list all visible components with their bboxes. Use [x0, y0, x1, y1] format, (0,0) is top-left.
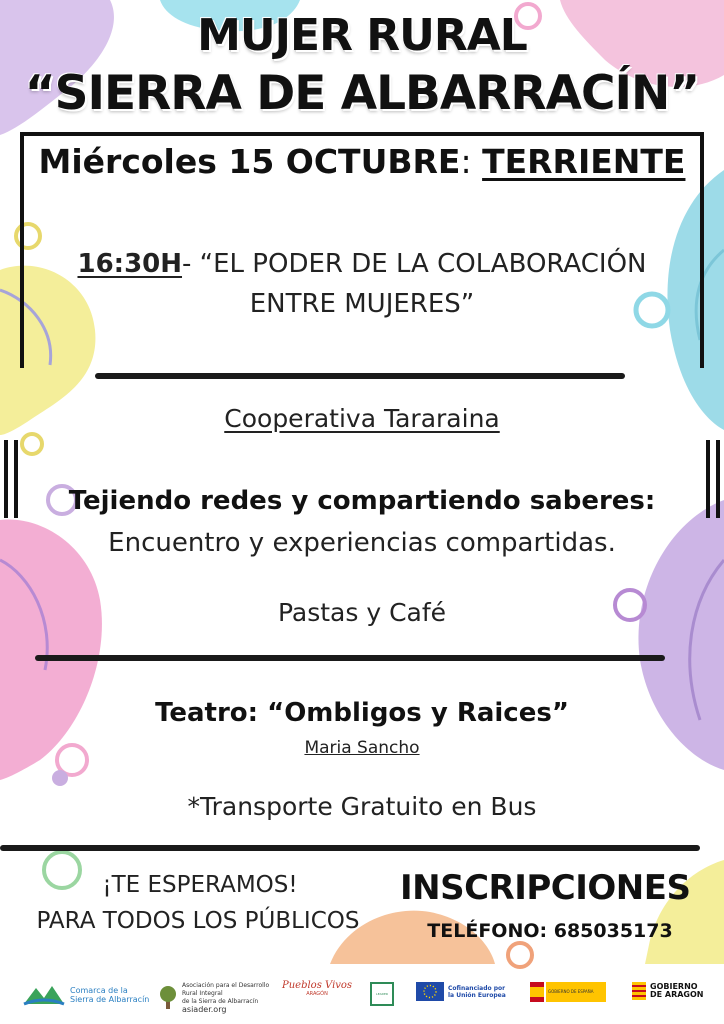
logo-asiader-line3: de la Sierra de Albarracín — [182, 998, 259, 1005]
mountain-icon — [22, 982, 66, 1008]
logo-leader-text: LEADER — [376, 992, 388, 996]
cooperative-name: Cooperativa Tararaina — [224, 404, 500, 433]
leader-badge-icon — [370, 982, 394, 1006]
frame-top-line — [20, 132, 704, 136]
logo-comarca-line2: Sierra de Albarracín — [70, 995, 150, 1004]
divider-1 — [95, 373, 625, 379]
event-date-line — [20, 142, 704, 181]
event-separator: : — [460, 142, 483, 181]
title-line-1: MUJER RURAL — [197, 10, 527, 61]
talk-title-line-2: ENTRE MUJERES” — [249, 289, 475, 319]
logo-aragon — [632, 982, 704, 1000]
logo-pueblos-vivos — [282, 982, 352, 998]
logo-asiader-line2: Rural Integral — [182, 990, 223, 997]
talk-title-line-1: - “EL PODER DE LA COLABORACIÓN — [182, 249, 647, 279]
logo-eu — [416, 982, 506, 1001]
logo-ministerio — [530, 982, 606, 1002]
transport-note: *Transporte Gratuito en Bus — [187, 792, 537, 821]
registration-title: INSCRIPCIONES — [400, 868, 691, 908]
logo-aragon-line1: GOBIERNO — [650, 982, 698, 991]
audience-text: PARA TODOS LOS PÚBLICOS — [36, 908, 360, 934]
divider-2 — [35, 655, 665, 661]
divider-3 — [0, 845, 700, 851]
sponsor-footer — [0, 964, 724, 1024]
theatre-title: Teatro: “Ombligos y Raices” — [155, 698, 569, 728]
activity-subtitle: Encuentro y experiencias compartidas. — [108, 528, 616, 558]
logo-pueblos-vivos-line2: ARAGÓN — [306, 991, 328, 997]
title-line-2: “SIERRA DE ALBARRACÍN” — [24, 66, 700, 121]
logo-asiader-line4: asiader.org — [182, 1005, 227, 1014]
registration-phone: TELÉFONO: 685035173 — [427, 920, 673, 942]
logo-aragon-line2: DE ARAGON — [650, 990, 704, 999]
logo-eu-line1: Cofinanciado por — [448, 984, 506, 992]
event-place: TERRIENTE — [482, 142, 686, 181]
logo-comarca-line1: Comarca de la — [70, 986, 128, 995]
logo-leader — [370, 982, 394, 1006]
talk-time: 16:30H — [77, 249, 183, 279]
welcome-text: ¡TE ESPERAMOS! — [102, 872, 298, 898]
refreshments-text: Pastas y Café — [277, 598, 447, 627]
logo-pueblos-vivos-line1: Pueblos Vivos — [282, 980, 353, 991]
logo-ministerio-text: GOBIERNO DE ESPAÑA — [548, 989, 594, 994]
eu-flag-icon — [416, 982, 444, 1001]
logo-asiader-line1: Asociación para el Desarrollo — [182, 982, 270, 989]
activity-title: Tejiendo redes y compartiendo saberes: — [68, 486, 656, 516]
talk-block — [60, 244, 664, 324]
event-date: Miércoles 15 OCTUBRE — [38, 142, 461, 181]
logo-comarca — [22, 982, 149, 1008]
theatre-author: Maria Sancho — [304, 738, 420, 758]
tree-icon — [158, 985, 178, 1011]
logo-eu-line2: la Unión Europea — [448, 991, 506, 999]
aragon-flag-icon — [632, 982, 646, 1000]
logo-asiader — [158, 982, 269, 1014]
